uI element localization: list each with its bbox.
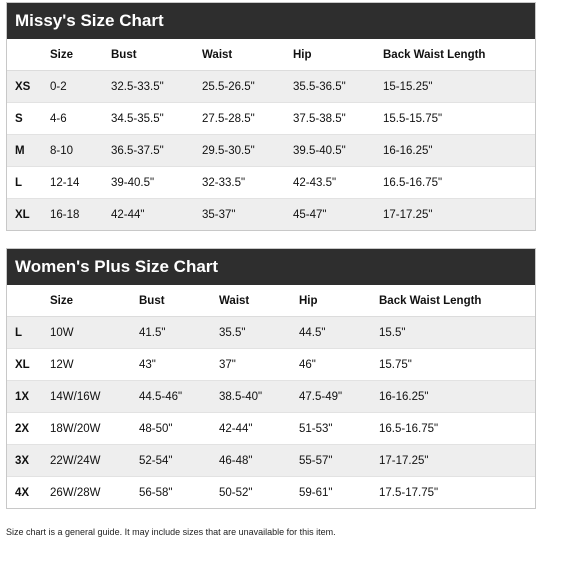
missy-chart-title: Missy's Size Chart bbox=[7, 3, 535, 39]
column-header-back-waist-length: Back Waist Length bbox=[383, 39, 535, 71]
table-row bbox=[7, 103, 535, 135]
size-cell: 10W bbox=[50, 317, 139, 349]
row-label: L bbox=[7, 167, 50, 199]
size-cell: 18W/20W bbox=[50, 413, 139, 445]
waist-cell: 32-33.5" bbox=[202, 167, 293, 199]
column-header-bust: Bust bbox=[111, 39, 202, 71]
bust-cell: 48-50" bbox=[139, 413, 219, 445]
size-cell: 4-6 bbox=[50, 103, 111, 135]
hip-cell: 47.5-49" bbox=[299, 381, 379, 413]
column-header bbox=[7, 39, 50, 71]
row-label: S bbox=[7, 103, 50, 135]
column-header-hip: Hip bbox=[293, 39, 383, 71]
row-label: XL bbox=[15, 208, 30, 221]
bust-cell: 52-54" bbox=[139, 445, 219, 477]
row-label: 4X bbox=[15, 486, 30, 499]
bust-cell: 36.5-37.5" bbox=[111, 135, 202, 167]
hip-cell: 44.5" bbox=[299, 317, 379, 349]
back-waist-cell: 15.5-15.75" bbox=[383, 103, 535, 135]
hip-cell: 55-57" bbox=[299, 445, 379, 477]
hip-cell: 59-61" bbox=[299, 486, 333, 499]
waist-cell: 50-52" bbox=[219, 486, 253, 499]
row-label: XS bbox=[7, 71, 50, 103]
bust-cell: 39-40.5" bbox=[111, 167, 202, 199]
back-waist-cell: 17-17.25" bbox=[379, 445, 535, 477]
table-row bbox=[7, 349, 535, 381]
waist-cell: 29.5-30.5" bbox=[202, 135, 293, 167]
back-waist-cell: 17-17.25" bbox=[383, 208, 433, 221]
plus-chart-title: Women's Plus Size Chart bbox=[7, 249, 535, 285]
column-header-hip: Hip bbox=[299, 285, 379, 317]
back-waist-cell: 15.5" bbox=[379, 317, 535, 349]
back-waist-cell: 15.75" bbox=[379, 349, 535, 381]
table-row bbox=[7, 381, 535, 413]
waist-cell: 25.5-26.5" bbox=[202, 71, 293, 103]
column-header-size: Size bbox=[50, 39, 111, 71]
waist-cell: 35-37" bbox=[202, 208, 236, 221]
waist-cell: 38.5-40" bbox=[219, 381, 299, 413]
waist-cell: 27.5-28.5" bbox=[202, 103, 293, 135]
bust-cell: 41.5" bbox=[139, 317, 219, 349]
size-cell: 8-10 bbox=[50, 135, 111, 167]
table-row bbox=[7, 135, 535, 167]
waist-cell: 35.5" bbox=[219, 317, 299, 349]
waist-cell: 42-44" bbox=[219, 413, 299, 445]
row-label: XL bbox=[7, 349, 50, 381]
bust-cell: 34.5-35.5" bbox=[111, 103, 202, 135]
column-header-waist: Waist bbox=[219, 285, 299, 317]
size-cell: 12-14 bbox=[50, 167, 111, 199]
row-label: M bbox=[7, 135, 50, 167]
hip-cell: 42-43.5" bbox=[293, 167, 383, 199]
plus-size-table bbox=[7, 285, 535, 508]
bust-cell: 56-58" bbox=[139, 486, 173, 499]
table-header-row bbox=[7, 39, 535, 71]
column-header-back-waist-length: Back Waist Length bbox=[379, 285, 535, 317]
back-waist-cell: 16-16.25" bbox=[383, 135, 535, 167]
size-cell: 26W/28W bbox=[50, 486, 101, 499]
hip-cell: 39.5-40.5" bbox=[293, 135, 383, 167]
back-waist-cell: 16.5-16.75" bbox=[383, 167, 535, 199]
size-cell: 16-18 bbox=[50, 208, 80, 221]
bust-cell: 32.5-33.5" bbox=[111, 71, 202, 103]
back-waist-cell: 16.5-16.75" bbox=[379, 413, 535, 445]
column-header bbox=[7, 285, 50, 317]
back-waist-cell: 16-16.25" bbox=[379, 381, 535, 413]
size-cell: 12W bbox=[50, 349, 139, 381]
row-label: 3X bbox=[7, 445, 50, 477]
plus-size-chart bbox=[6, 248, 536, 509]
bust-cell: 44.5-46" bbox=[139, 381, 219, 413]
waist-cell: 37" bbox=[219, 349, 299, 381]
hip-cell: 37.5-38.5" bbox=[293, 103, 383, 135]
row-label: 2X bbox=[7, 413, 50, 445]
hip-cell: 51-53" bbox=[299, 413, 379, 445]
column-header-bust: Bust bbox=[139, 285, 219, 317]
table-row bbox=[7, 477, 535, 509]
table-row bbox=[7, 167, 535, 199]
table-row bbox=[7, 317, 535, 349]
bust-cell: 43" bbox=[139, 349, 219, 381]
size-cell: 0-2 bbox=[50, 71, 111, 103]
table-header-row bbox=[7, 285, 535, 317]
missy-size-chart bbox=[6, 2, 536, 231]
column-header-size: Size bbox=[50, 285, 139, 317]
table-row bbox=[7, 199, 535, 231]
hip-cell: 35.5-36.5" bbox=[293, 71, 383, 103]
back-waist-cell: 17.5-17.75" bbox=[379, 486, 439, 499]
table-row bbox=[7, 71, 535, 103]
size-chart-footnote: Size chart is a general guide. It may include sizes that are unavailable for this item. bbox=[6, 527, 336, 537]
size-cell: 22W/24W bbox=[50, 445, 139, 477]
size-cell: 14W/16W bbox=[50, 381, 139, 413]
row-label: L bbox=[7, 317, 50, 349]
missy-size-table bbox=[7, 39, 535, 230]
bust-cell: 42-44" bbox=[111, 208, 145, 221]
column-header-waist: Waist bbox=[202, 39, 293, 71]
waist-cell: 46-48" bbox=[219, 445, 299, 477]
row-label: 1X bbox=[7, 381, 50, 413]
table-row bbox=[7, 445, 535, 477]
table-row bbox=[7, 413, 535, 445]
hip-cell: 45-47" bbox=[293, 208, 327, 221]
hip-cell: 46" bbox=[299, 349, 379, 381]
back-waist-cell: 15-15.25" bbox=[383, 71, 535, 103]
